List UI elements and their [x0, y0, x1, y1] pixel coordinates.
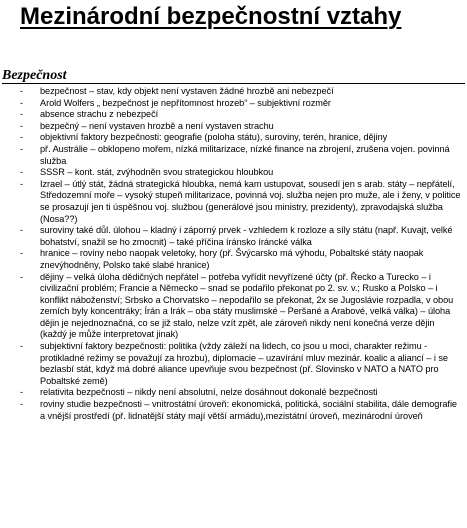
bullet-marker: - [20, 97, 24, 108]
bullet-marker: - [20, 271, 24, 282]
list-item [0, 399, 467, 422]
list-item [0, 341, 467, 387]
list-item-text: Izrael – útlý stát, žádná strategická hloubka, nemá kam ustupovat, sousedí jen s arab. státy – nepřátelí, Středozemní moře – vysoký stupeň militarizace, povinná voj. služba nejen pro muže, ale i ženy, v politice se prosazují jen ti úspěšnou voj. službou (generálové jsou ministry, prezidenty), zpravodajská služba (Nosa??) [40, 178, 461, 224]
list-item [0, 179, 467, 225]
bullet-marker: - [20, 120, 24, 131]
bullet-marker: - [20, 86, 24, 96]
list-item [0, 132, 467, 144]
list-item [0, 272, 467, 342]
list-item-text: roviny studie bezpečnosti – vnitrostátní úroveň: ekonomická, politická, sociální stabilita, dále demografie a vnější prostředí (př. lidnatější státy mají větší armádu),mezistátní úroveň, mezinárodní úroveň [40, 399, 457, 421]
list-item [0, 121, 467, 133]
list-item [0, 225, 467, 248]
list-item [0, 248, 467, 271]
bullet-marker: - [20, 143, 24, 154]
list-item [0, 167, 467, 179]
document-title: Mezinárodní bezpečnostní vztahy [20, 3, 402, 30]
list-item-text: SSSR – kont. stát, zvýhodněn svou strategickou hloubkou [40, 167, 274, 178]
bullet-marker: - [20, 399, 24, 410]
list-item-text: subjektivní faktory bezpečnosti: politika (vždy záleží na lidech, co jsou u moci, charakter režimu - protikladné režimy se považují za hrozbu), diplomacie – uzavírání mluv mezinár. koalic a aliancí – i se bezlasbí stát, když má dobré aliance upevňuje svou bezpečnost (př. Slovinsko v NATO a NATO pro Pobaltské země) [40, 341, 448, 386]
list-item-text: hranice – roviny nebo naopak veletoky, hory (př. Švýcarsko má výhodu, Pobaltské státy naopak znevýhodněny, Polsko také slabé hranice) [40, 248, 424, 270]
list-item [0, 86, 467, 98]
list-item-text: bezpečný – není vystaven hrozbě a není vystaven strachu [40, 120, 274, 131]
list-item-text: absence strachu z nebezpečí [40, 109, 159, 120]
list-item-text: relativita bezpečnosti – nikdy není absolutní, nelze dosáhnout dokonalé bezpečnosti [40, 387, 378, 398]
bullet-marker: - [20, 387, 24, 398]
bullet-marker: - [20, 167, 24, 178]
list-item-text: suroviny také důl. úlohou – kladný i záporný prvek - vzhledem k rozloze a síly státu (např. Kuvajt, velké bohatství, snažil se ho zmocnit) – také příčina íránsko íráncké válka [40, 225, 453, 247]
bullet-marker: - [20, 178, 24, 189]
bullet-marker: - [20, 248, 24, 259]
list-item-text: objektivní faktory bezpečnosti: geografie (poloha státu), suroviny, terén, hranice, dějiny [40, 132, 388, 143]
bullet-marker: - [20, 225, 24, 236]
section-heading: Bezpečnost [2, 68, 67, 83]
section-divider [2, 83, 465, 84]
bullet-marker: - [20, 109, 24, 120]
bullet-marker: - [20, 341, 24, 352]
list-item-text: dějiny – velká úloha dědičných nepřátel – potřeba vyřídit nevyřízené účty (př. Řecko a Turecko – i civilizační problém; Francie a Německo – snad se podařilo překonat po 2. sv. v.; Rusko a Polsko – i konflikt náboženství; Srbsko a Chorvatsko – nepodařilo se překonat, 2x se Jugoslávie rozpadla, v obou zemích byly koncentráky; Írán a Irák – oba státy muslimské – Peršané a Arabové, velká válka) – úloha dějin je nejednoznačná, co se již stalo, nelze vzít zpět, ale zároveň nikdy není konečná verze dějin (každý je může interpretovat jinak) [40, 271, 454, 340]
bullet-list [0, 86, 467, 422]
list-item [0, 109, 467, 121]
list-item-text: př. Austrálie – obklopeno mořem, nízká militarizace, nízké finance na zbrojení, zrušena vojen. povinná služba [40, 143, 450, 166]
list-item [0, 98, 467, 110]
bullet-marker: - [20, 132, 24, 143]
list-item [0, 144, 467, 167]
list-item-text: Arold Wolfers „ bezpečnost je nepřítomnost hrozeb“ – subjektivní rozměr [40, 97, 331, 108]
list-item [0, 387, 467, 399]
list-item-text: bezpečnost – stav, kdy objekt není vystaven žádné hrozbě ani nebezpečí [40, 86, 334, 96]
